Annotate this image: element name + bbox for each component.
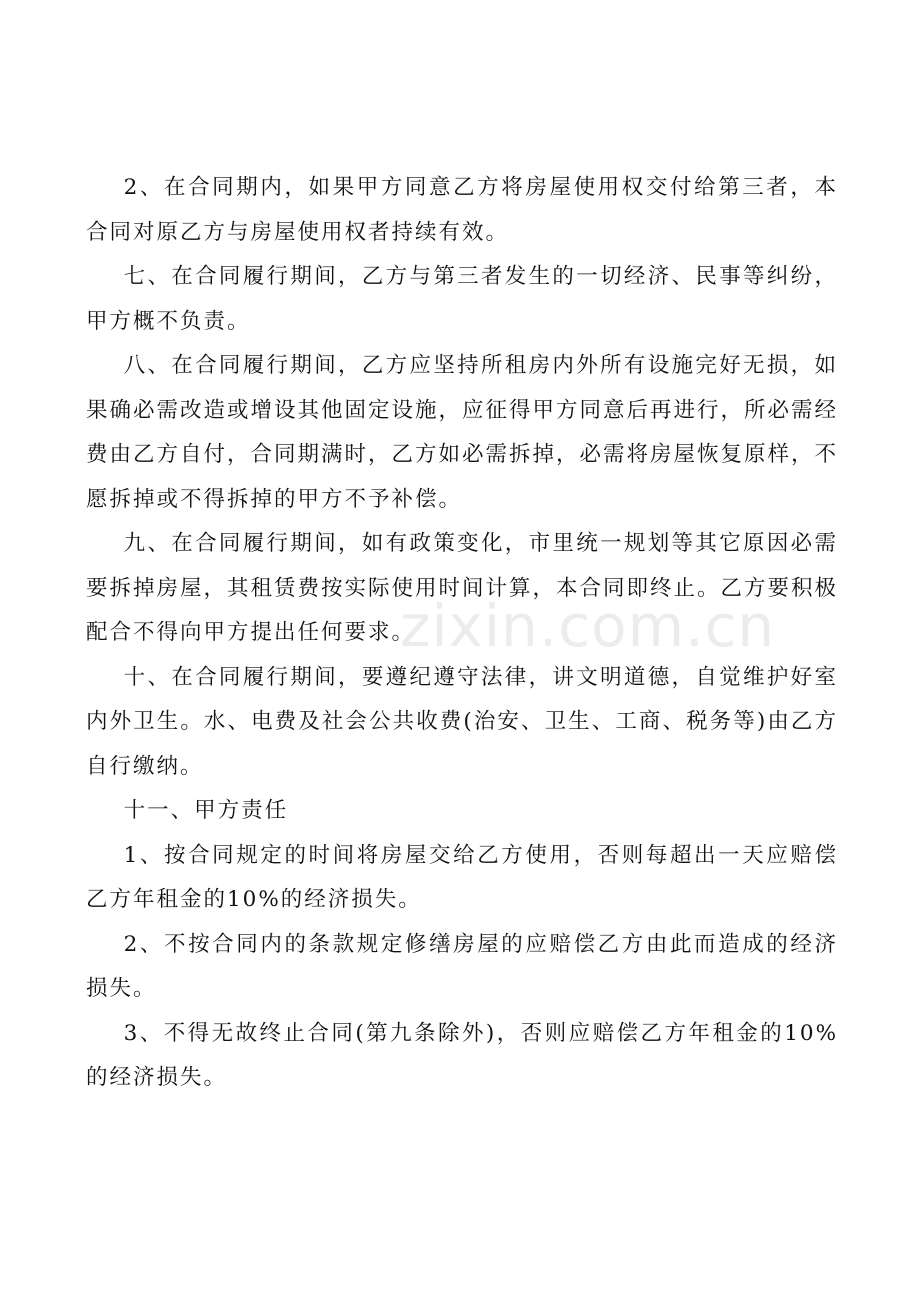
paragraph-clause-9-policy-change: 九、在合同履行期间，如有政策变化，市里统一规划等其它原因必需要拆掉房屋，其租赁费按实际使用时间计算，本合同即终止。乙方要积极配合不得向甲方提出任何要求。	[86, 531, 839, 645]
paragraph-clause-10-conduct: 十、在合同履行期间，要遵纪遵守法律，讲文明道德，自觉维护好室内外卫生。水、电费及社会公共收费(治安、卫生、工商、税务等)由乙方自行缴纳。	[86, 664, 838, 779]
section-heading-party-a-duties: 十一、甲方责任	[123, 798, 289, 823]
paragraph-duty-1-delivery: 1、按合同规定的时间将房屋交给乙方使用，否则每超出一天应赔偿乙方年租金的10%的经济损失。	[86, 842, 838, 912]
watermark: zixin.com.cn	[400, 592, 776, 660]
paragraph-duty-3-termination: 3、不得无故终止合同(第九条除外)，否则应赔偿乙方年租金的10%的经济损失。	[86, 1020, 838, 1090]
paragraph-clause-2-transfer: 2、在合同期内，如果甲方同意乙方将房屋使用权交付给第三者，本合同对原乙方与房屋使用权者持续有效。	[86, 175, 838, 245]
paragraph-duty-2-repairs: 2、不按合同内的条款规定修缮房屋的应赔偿乙方由此而造成的经济损失。	[86, 931, 838, 1001]
document-body	[86, 166, 838, 1101]
paragraph-clause-7-disputes: 七、在合同履行期间，乙方与第三者发生的一切经济、民事等纠纷，甲方概不负责。	[86, 264, 838, 334]
paragraph-clause-8-facilities: 八、在合同履行期间，乙方应坚持所租房内外所有设施完好无损，如果确必需改造或增设其他固定设施，应征得甲方同意后再进行，所必需经费由乙方自付，合同期满时，乙方如必需拆掉，必需将房屋恢复原样，不愿拆掉或不得拆掉的甲方不予补偿。	[86, 353, 839, 512]
